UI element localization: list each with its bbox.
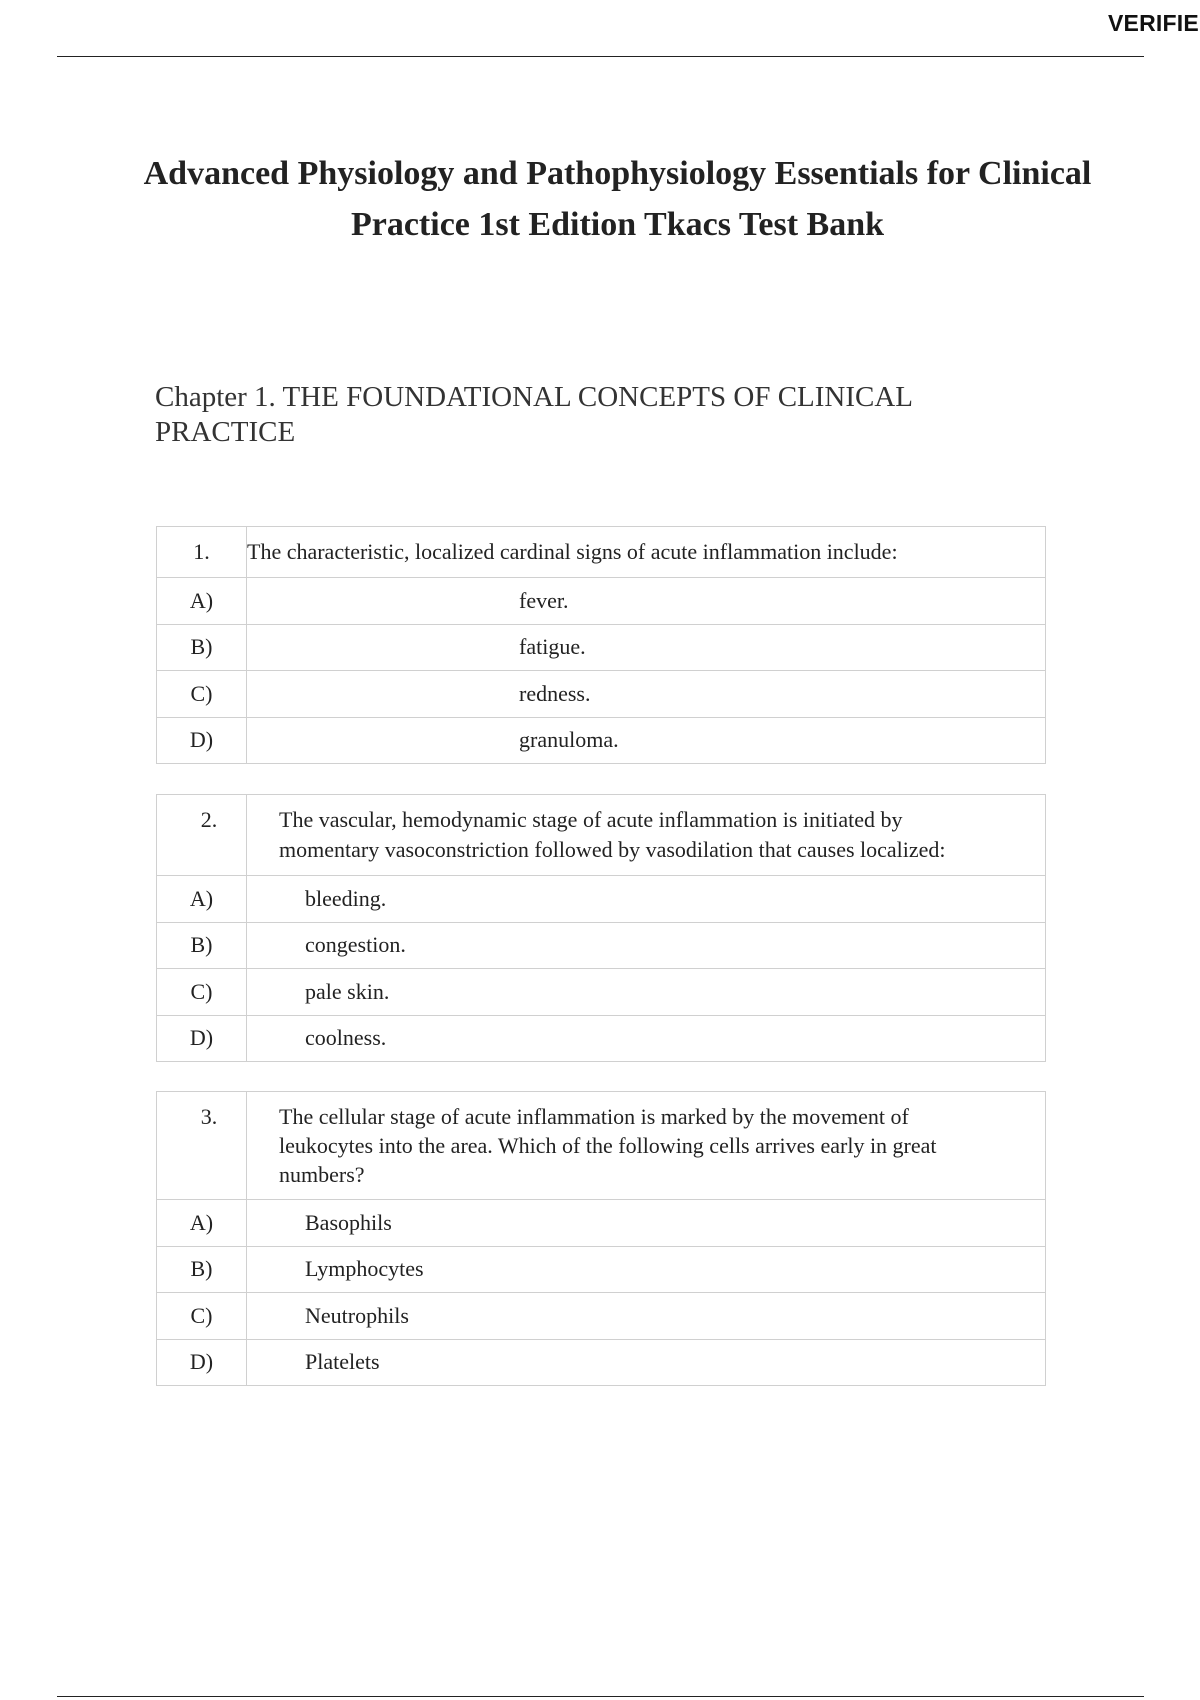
header-divider <box>57 56 1144 57</box>
question-2-option-b <box>157 922 1046 969</box>
question-1-number: 1. <box>193 539 210 564</box>
question-3-stem: The cellular stage of acute inflammation is marked by the movement of leukocytes into the area. Which of the following cells arrives early in great numbers? <box>247 1092 1046 1200</box>
question-2-stem-row <box>157 795 1046 876</box>
option-text: Platelets <box>247 1339 1046 1386</box>
option-text: Lymphocytes <box>247 1246 1046 1293</box>
document-title: Advanced Physiology and Pathophysiology Essentials for Clinical Practice 1st Edition Tkacs Test Bank <box>143 155 1092 243</box>
question-3-table <box>156 1091 1046 1386</box>
option-text: congestion. <box>247 922 1046 969</box>
option-letter: B) <box>157 624 247 671</box>
question-3-option-c <box>157 1293 1046 1340</box>
question-1-table <box>156 526 1046 764</box>
question-2-option-d <box>157 1015 1046 1062</box>
option-text: fatigue. <box>247 624 1046 671</box>
option-letter: A) <box>157 578 247 625</box>
question-2-number-cell <box>157 795 247 876</box>
option-text: fever. <box>247 578 1046 625</box>
footer-divider <box>57 1696 1144 1697</box>
question-3-number-cell <box>157 1092 247 1200</box>
option-text: pale skin. <box>247 969 1046 1016</box>
question-1-option-c <box>157 671 1046 718</box>
question-2-option-c <box>157 969 1046 1016</box>
option-letter: A) <box>157 1200 247 1247</box>
option-letter: A) <box>157 876 247 923</box>
question-3-option-a <box>157 1200 1046 1247</box>
option-letter: B) <box>157 1246 247 1293</box>
question-2-option-a <box>157 876 1046 923</box>
option-letter: D) <box>157 717 247 764</box>
option-letter: C) <box>157 1293 247 1340</box>
option-letter: C) <box>157 671 247 718</box>
question-3-option-d <box>157 1339 1046 1386</box>
option-letter: B) <box>157 922 247 969</box>
option-text: redness. <box>247 671 1046 718</box>
option-text: bleeding. <box>247 876 1046 923</box>
option-text: Basophils <box>247 1200 1046 1247</box>
option-text: granuloma. <box>247 717 1046 764</box>
option-letter: D) <box>157 1339 247 1386</box>
question-1-number-cell <box>157 527 247 578</box>
question-3-option-b <box>157 1246 1046 1293</box>
header-watermark-text: VERIFIE <box>1108 10 1199 36</box>
option-text: coolness. <box>247 1015 1046 1062</box>
question-2-stem: The vascular, hemodynamic stage of acute inflammation is initiated by momentary vasoconstriction followed by vasodilation that causes localized: <box>247 795 1046 876</box>
option-letter: C) <box>157 969 247 1016</box>
option-text: Neutrophils <box>247 1293 1046 1340</box>
question-3-number: 3. <box>200 1104 218 1129</box>
question-3-stem-row <box>157 1092 1046 1200</box>
question-2-number: 2. <box>200 807 218 832</box>
question-1-stem: The characteristic, localized cardinal signs of acute inflammation include: <box>247 527 1046 578</box>
option-letter: D) <box>157 1015 247 1062</box>
chapter-heading: Chapter 1. THE FOUNDATIONAL CONCEPTS OF CLINICAL PRACTICE <box>155 381 912 448</box>
question-1-option-b <box>157 624 1046 671</box>
question-1-option-a <box>157 578 1046 625</box>
question-1-option-d <box>157 717 1046 764</box>
question-2-table <box>156 794 1046 1062</box>
question-1-stem-row <box>157 527 1046 578</box>
